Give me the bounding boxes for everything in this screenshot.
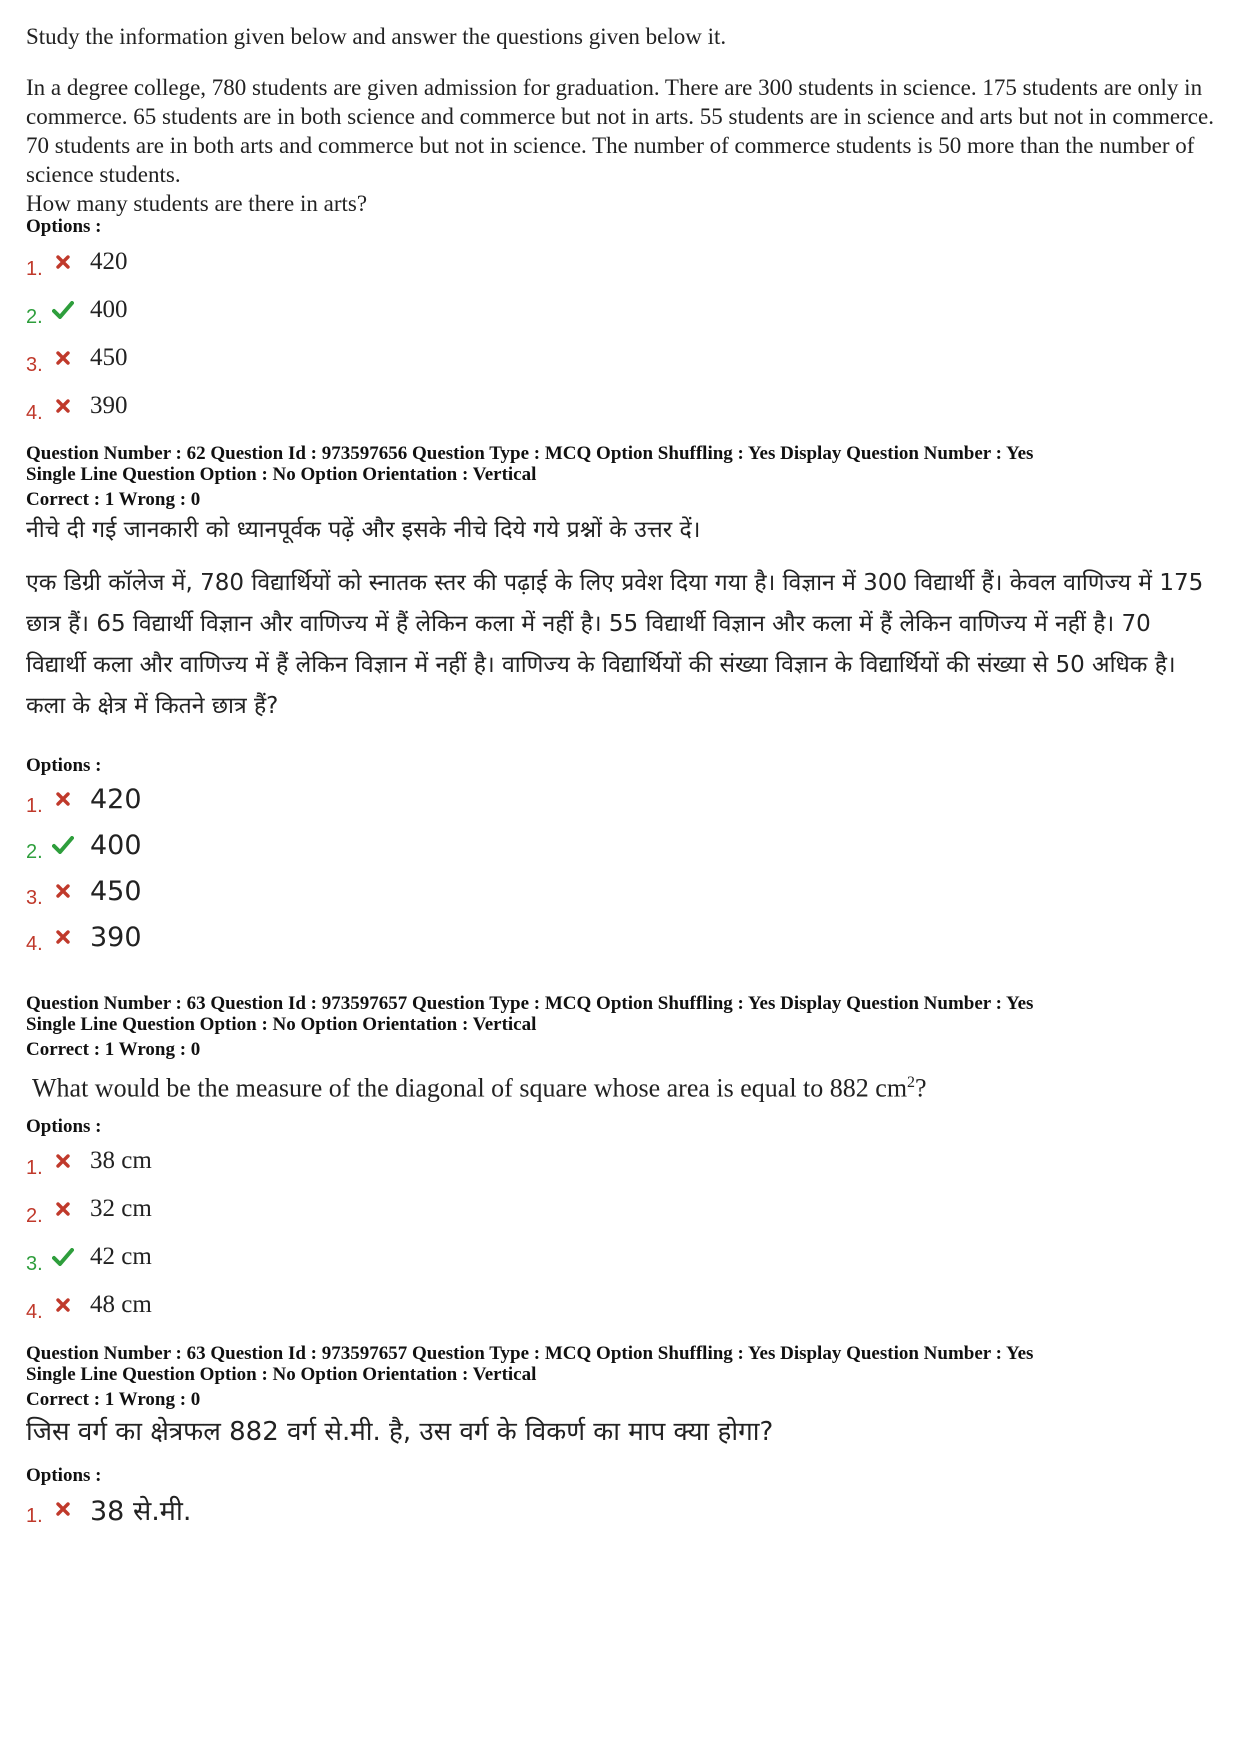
option-value: 420	[90, 248, 128, 275]
cross-icon	[48, 399, 78, 413]
cross-icon	[48, 1502, 78, 1516]
option-value: 38 से.मी.	[90, 1495, 192, 1527]
check-icon	[48, 836, 78, 854]
option-number: 1.	[26, 1504, 43, 1527]
question-63-meta	[26, 993, 1214, 1060]
option-value: 400	[90, 829, 142, 861]
options-list	[26, 1137, 1214, 1329]
cross-icon	[48, 351, 78, 365]
option-item	[26, 1185, 1214, 1233]
option-item	[26, 286, 1214, 334]
option-value: 450	[90, 344, 128, 371]
option-number: 1.	[26, 794, 43, 817]
option-value: 48 cm	[90, 1291, 152, 1318]
option-number: 3.	[26, 353, 43, 376]
option-value: 450	[90, 875, 142, 907]
marking-scheme: Correct : 1 Wrong : 0	[26, 1389, 201, 1410]
options-label: Options :	[26, 216, 102, 237]
option-value: 32 cm	[90, 1195, 152, 1222]
cross-icon	[48, 930, 78, 944]
option-number: 4.	[26, 932, 43, 955]
option-number: 2.	[26, 1204, 43, 1227]
option-item	[26, 1233, 1214, 1281]
question-paragraph: In a degree college, 780 students are given admission for graduation. There are 300 students in science. 175 students are only in commerce. 65 students are in both science and commerce but not in arts. 55 students are in science and arts but not in commerce. 70 students are in both arts and commerce but not in science. The number of commerce students is 50 more than the number of science students.	[26, 75, 1214, 187]
option-value: 420	[90, 783, 142, 815]
marking-scheme: Correct : 1 Wrong : 0	[26, 1039, 201, 1060]
cross-icon	[48, 792, 78, 806]
options-label: Options :	[26, 1465, 102, 1486]
question-62-block	[26, 510, 1214, 727]
question-meta-line: Single Line Question Option : No Option Orientation : Vertical	[26, 464, 537, 485]
option-number: 3.	[26, 886, 43, 909]
option-value: 42 cm	[90, 1243, 152, 1270]
option-value: 400	[90, 296, 128, 323]
option-item	[26, 334, 1214, 382]
option-item	[26, 868, 1214, 914]
option-number: 1.	[26, 1156, 43, 1179]
question-63-hindi-meta	[26, 1343, 1214, 1410]
question-61-block	[26, 22, 1214, 218]
option-item	[26, 776, 1214, 822]
option-number: 3.	[26, 1252, 43, 1275]
option-value: 390	[90, 921, 142, 953]
question-63-block	[26, 1068, 1214, 1103]
option-item	[26, 238, 1214, 286]
question-meta-line: Single Line Question Option : No Option Orientation : Vertical	[26, 1014, 537, 1035]
question-paragraph: एक डिग्री कॉलेज में, 780 विद्यार्थियों को स्नातक स्तर की पढ़ाई के लिए प्रवेश दिया गया है। विज्ञान में 300 विद्यार्थी हैं। केवल वाणिज्य में 175 छात्र हैं। 65 विद्यार्थी विज्ञान और वाणिज्य में हैं लेकिन कला में नहीं है। 55 विद्यार्थी विज्ञान और कला में हैं लेकिन वाणिज्य में नहीं है। 70 विद्यार्थी कला और वाणिज्य में हैं लेकिन विज्ञान में नहीं है। वाणिज्य के विद्यार्थियों की संख्या विज्ञान के विद्यार्थियों की संख्या से 50 अधिक है।	[26, 570, 1204, 678]
cross-icon	[48, 884, 78, 898]
option-item	[26, 1486, 1214, 1532]
question-text: जिस वर्ग का क्षेत्रफल 882 वर्ग से.मी. है, उस वर्ग के विकर्ण का माप क्या होगा?	[26, 1417, 774, 1447]
option-item	[26, 822, 1214, 868]
option-number: 4.	[26, 1300, 43, 1323]
check-icon	[48, 301, 78, 319]
question-63-hindi-block	[26, 1412, 1214, 1453]
cross-icon	[48, 1202, 78, 1216]
option-item	[26, 382, 1214, 430]
cross-icon	[48, 1298, 78, 1312]
options-list	[26, 1486, 1214, 1532]
option-number: 1.	[26, 257, 43, 280]
question-meta-line: Question Number : 63 Question Id : 973597657 Question Type : MCQ Option Shuffling : Yes Display Question Number : Yes	[26, 993, 1034, 1014]
question-meta-line: Question Number : 63 Question Id : 973597657 Question Type : MCQ Option Shuffling : Yes Display Question Number : Yes	[26, 1343, 1034, 1364]
option-item	[26, 1281, 1214, 1329]
options-label: Options :	[26, 755, 102, 776]
cross-icon	[48, 255, 78, 269]
option-value: 390	[90, 392, 128, 419]
marking-scheme: Correct : 1 Wrong : 0	[26, 489, 201, 510]
option-number: 2.	[26, 305, 43, 328]
options-list	[26, 776, 1214, 960]
question-text: How many students are there in arts?	[26, 191, 368, 216]
options-list	[26, 238, 1214, 430]
question-meta-line: Question Number : 62 Question Id : 973597656 Question Type : MCQ Option Shuffling : Yes Display Question Number : Yes	[26, 443, 1034, 464]
question-meta-line: Single Line Question Option : No Option Orientation : Vertical	[26, 1364, 537, 1385]
question-text: What would be the measure of the diagonal of square whose area is equal to 882 $cm^2$?	[32, 1073, 927, 1103]
option-value: 38 cm	[90, 1147, 152, 1174]
cross-icon	[48, 1154, 78, 1168]
question-text: कला के क्षेत्र में कितने छात्र हैं?	[26, 693, 279, 719]
option-item	[26, 1137, 1214, 1185]
option-item	[26, 914, 1214, 960]
option-number: 4.	[26, 401, 43, 424]
question-62-meta	[26, 443, 1214, 510]
option-number: 2.	[26, 840, 43, 863]
question-intro: नीचे दी गई जानकारी को ध्यानपूर्वक पढ़ें और इसके नीचे दिये गये प्रश्नों के उत्तर दें।	[26, 517, 701, 543]
question-intro: Study the information given below and answer the questions given below it.	[26, 24, 727, 49]
check-icon	[48, 1248, 78, 1266]
options-label: Options :	[26, 1116, 102, 1137]
